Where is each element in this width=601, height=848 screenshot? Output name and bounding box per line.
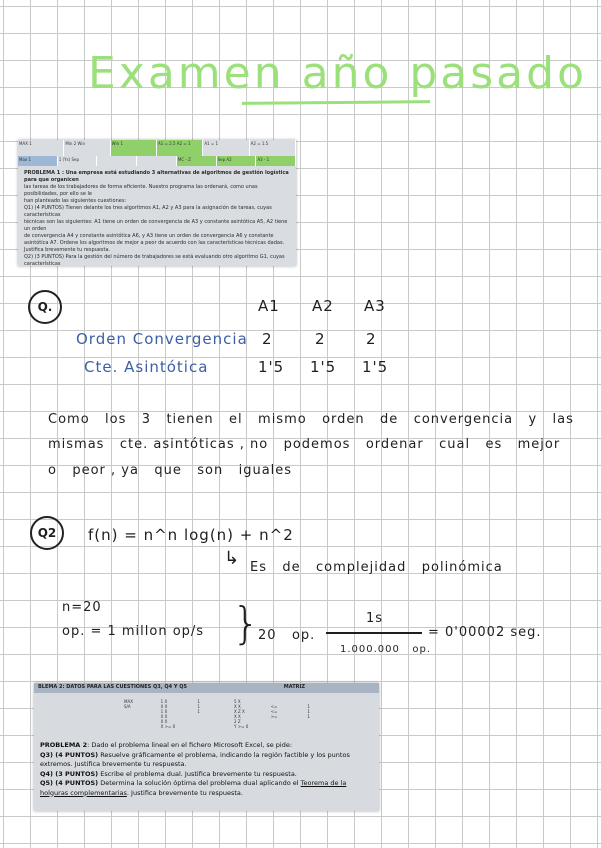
- photo2-table-row: X >= 0 Y >= 0: [160, 724, 249, 729]
- q2-formula: f(n) = n^n log(n) + n^2: [88, 526, 294, 544]
- title-underline: [242, 100, 430, 105]
- photo2-paragraph: Q4) (3 PUNTOS) Escribe el problema dual. Justifica brevemente tu respuesta.: [40, 769, 297, 778]
- q1-orden-a3: 2: [366, 330, 377, 348]
- q1-orden-a2: 2: [315, 330, 326, 348]
- photo1-header2-cell: Max 1: [18, 156, 58, 166]
- exam-photo-problem-1: [18, 140, 296, 266]
- q2-arrow-icon: ↳: [224, 548, 241, 569]
- photo1-line: las tareas de los trabajadores de forma eficiente. Nuestro programa las ordenará, como unas posibilidades, por ello se le: [24, 184, 258, 197]
- photo1-line: asintótica A7. Ordene los algoritmos de mejor a peor de acuerdo con las características técnicas dadas.: [24, 240, 285, 246]
- q2-n-value: n=20: [62, 600, 102, 615]
- photo2-table: [124, 699, 324, 729]
- photo2-paragraph: PROBLEMA 2: Dado el problema lineal en el fichero Microsoft Excel, se pide:: [40, 741, 293, 749]
- q2-result: = 0'00002 seg.: [428, 625, 542, 640]
- photo2-table-row: X X 2 Z: [160, 719, 241, 724]
- photo1-line: PROBLEMA 1 : Una empresa está estudiando 3 alternativas de algoritmos de gestión logística para que organicen: [24, 170, 289, 183]
- photo1-header2-cell: [137, 156, 177, 166]
- q1-header-a3: A3: [364, 297, 386, 315]
- photo1-header-cell: Min 2 Win: [64, 140, 110, 156]
- q2-badge: Q2: [30, 516, 64, 550]
- q1-answer-line-3: o peor , ya que son iguales: [48, 463, 293, 478]
- photo1-header2-cell: MC - Z: [177, 156, 217, 166]
- photo2-heading-bar: [34, 683, 379, 693]
- photo2-paragraph: Q3) (4 PUNTOS) Resuelve gráficamente el problema, indicando la región factible y los puntos extremos. Justifica brevemente tu respuesta.: [40, 750, 350, 768]
- photo2-table-row: MAX 1 X 1 5 X: [124, 699, 241, 704]
- photo1-header-row: [18, 140, 296, 156]
- photo1-line: de convergencia A4 y constante asintótica A6, y A3 tiene un orden de convergencia A6 y constante: [24, 233, 274, 239]
- photo1-header2-cell: A3 - 1: [256, 156, 296, 166]
- q1-cte-a1: 1'5: [258, 358, 285, 376]
- photo1-line: Q2) (3 PUNTOS) Para la gestión del número de trabajadores se está evaluando otro algoritmo G1, cuyas características: [24, 254, 285, 266]
- photo1-header-cell: A2 = 1.5: [250, 140, 296, 156]
- photo1-header2-cell: 1 (Ys) Sep: [58, 156, 98, 166]
- photo1-text: [18, 166, 296, 266]
- photo2-table-row: 1 X 1 X Z X <= 1: [160, 709, 310, 714]
- q2-ops-per-second: op. = 1 millon op/s: [62, 624, 205, 639]
- photo1-header2-cell: [97, 156, 137, 166]
- photo1-line: han planteado las siguientes cuestiones:: [24, 198, 127, 204]
- photo1-header-cell: A1 = 2.5 A2 = 1: [157, 140, 203, 156]
- photo1-header-cell: Win 1: [111, 140, 157, 156]
- photo2-heading-right: MATRIZ: [283, 684, 305, 690]
- q1-header-a2: A2: [312, 297, 334, 315]
- q2-fraction-bar: [326, 632, 422, 634]
- q1-badge: Q.: [28, 290, 62, 324]
- q1-cte-a2: 1'5: [310, 358, 337, 376]
- page-title: Examen año pasado: [88, 48, 587, 99]
- q1-cte-a3: 1'5: [362, 358, 389, 376]
- q2-note: Es de complejidad polinómica: [250, 560, 503, 575]
- q1-answer-line-2: mismas cte. asintóticas , no podemos ordenar cual es mejor: [48, 437, 561, 452]
- photo2-table-row: X X X X >= 1: [160, 714, 310, 719]
- exam-photo-problem-2: [34, 683, 379, 811]
- q2-fraction-numerator: 1s: [366, 611, 384, 626]
- photo1-header-cell: A1 = 1: [203, 140, 249, 156]
- q2-brace-icon: }: [232, 598, 260, 649]
- photo1-line: Q1) (4 PUNTOS) Tienen delante los tres algoritmos A1, A2 y A3 para la asignación de tareas, cuyas características: [24, 205, 272, 218]
- photo1-header-row-2: [18, 156, 296, 166]
- q1-answer-line-1: Como los 3 tienen el mismo orden de convergencia y las: [48, 412, 574, 427]
- q2-calc-left: 20 op.: [258, 628, 316, 643]
- q1-orden-a1: 2: [262, 330, 273, 348]
- photo2-text: [40, 741, 373, 798]
- photo1-line: técnicas son las siguientes: A1 tiene un orden de convergencia de A3 y constante asintótica A5, A2 tiene un orden: [24, 219, 288, 232]
- q2-fraction-denominator: 1.000.000 op.: [340, 644, 432, 655]
- photo2-paragraph: Q5) (4 PUNTOS) Determina la solución óptima del problema dual aplicando el Teorema de la holguras complementarias. Justifica brevemente tu respuesta.: [40, 779, 347, 797]
- q1-header-a1: A1: [258, 297, 280, 315]
- photo2-table-row: S/A X X 1 X X <= 1: [124, 704, 310, 709]
- q1-row-orden-label: Orden Convergencia: [76, 330, 248, 348]
- photo1-line: Justifica brevemente tu respuesta.: [24, 247, 111, 253]
- q1-row-cte-label: Cte. Asintótica: [84, 358, 209, 376]
- photo2-heading: BLEMA 2: DATOS PARA LAS CUESTIONES Q3, Q4 Y Q5: [38, 684, 187, 690]
- photo1-header2-cell: Sep A2: [217, 156, 257, 166]
- photo1-header-cell: MAX 1: [18, 140, 64, 156]
